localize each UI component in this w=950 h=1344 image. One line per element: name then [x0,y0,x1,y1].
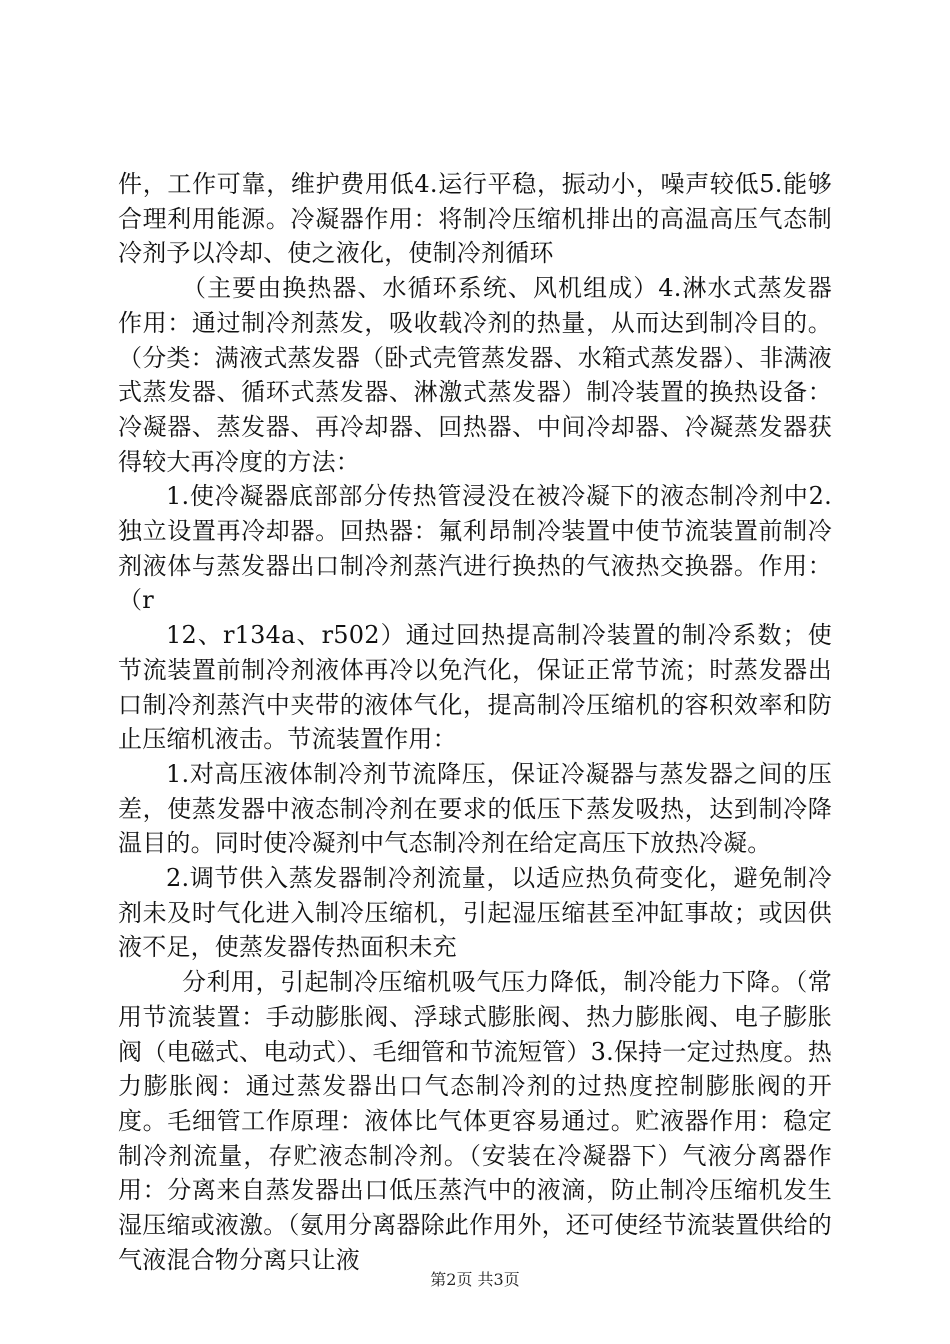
paragraph-3: 1.使冷凝器底部部分传热管浸没在被冷凝下的液态制冷剂中2.独立设置再冷却器。回热器：氟利昂制冷装置中使节流装置前制冷剂液体与蒸发器出口制冷剂蒸汽进行换热的气液热交换器。作用：（r [118,482,832,615]
paragraph-4: 12、r134a、r502）通过回热提高制冷装置的制冷系数；使节流装置前制冷剂液体再冷以免汽化，保证正常节流；时蒸发器出口制冷剂蒸汽中夹带的液体气化，提高制冷压缩机的容积效率和防止压缩机液击。节流装置作用： [118,621,832,754]
paragraph-7: 分利用，引起制冷压缩机吸气压力降低，制冷能力下降。（常用节流装置：手动膨胀阀、浮球式膨胀阀、热力膨胀阀、电子膨胀阀（电磁式、电动式）、毛细管和节流短管）3.保持一定过热度。热力膨胀阀：通过蒸发器出口气态制冷剂的过热度控制膨胀阀的开度。毛细管工作原理：液体比气体更容易通过。贮液器作用：稳定制冷剂流量，存贮液态制冷剂。（安装在冷凝器下）气液分离器作用：分离来自蒸发器出口低压蒸汽中的液滴，防止制冷压缩机发生湿压缩或液激。（氨用分离器除此作用外，还可使经节流装置供给的气液混合物分离只让液 [118,968,832,1274]
body-text [118,167,832,1278]
page-number-footer: 第2页 共3页 [430,1270,520,1289]
paragraph-2: （主要由换热器、水循环系统、风机组成）4.淋水式蒸发器作用：通过制冷剂蒸发，吸收载冷剂的热量，从而达到制冷目的。（分类：满液式蒸发器（卧式壳管蒸发器、水箱式蒸发器）、非满液式蒸发器、循环式蒸发器、淋激式蒸发器）制冷装置的换热设备：冷凝器、蒸发器、再冷却器、回热器、中间冷却器、冷凝蒸发器获得较大再冷度的方法： [118,274,832,476]
paragraph-5: 1.对高压液体制冷剂节流降压，保证冷凝器与蒸发器之间的压差，使蒸发器中液态制冷剂在要求的低压下蒸发吸热，达到制冷降温目的。同时使冷凝剂中气态制冷剂在给定高压下放热冷凝。 [118,759,832,858]
paragraph-6: 2.调节供入蒸发器制冷剂流量，以适应热负荷变化，避免制冷剂未及时气化进入制冷压缩机，引起湿压缩甚至冲缸事故；或因供液不足，使蒸发器传热面积未充 [118,864,832,962]
paragraph-1: 件，工作可靠，维护费用低4.运行平稳，振动小，噪声较低5.能够合理利用能源。冷凝器作用：将制冷压缩机排出的高温高压气态制冷剂予以冷却、使之液化，使制冷剂循环 [118,170,832,268]
